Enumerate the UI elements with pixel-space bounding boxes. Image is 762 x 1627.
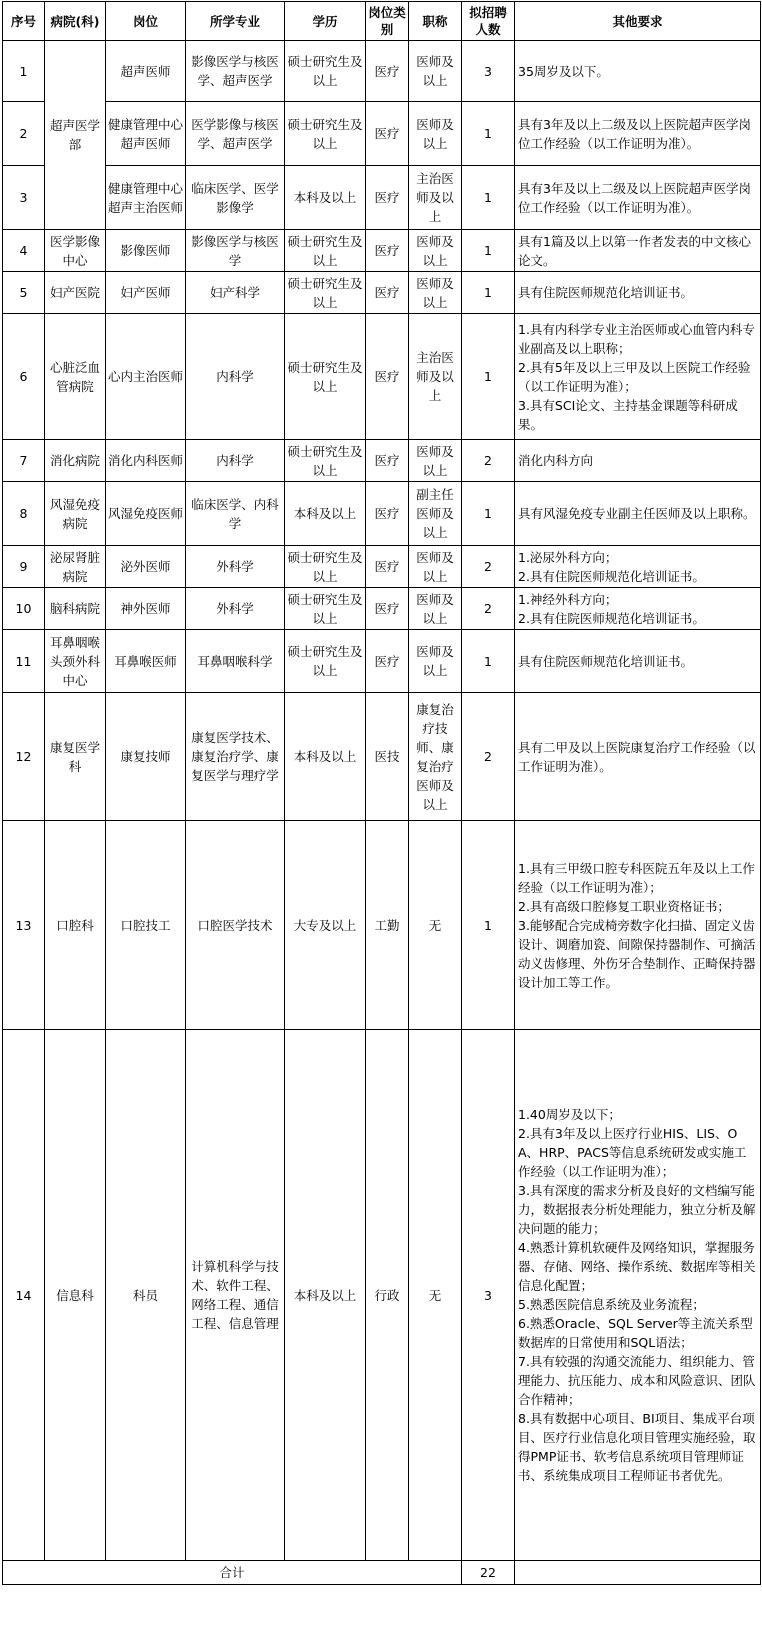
row-post: 风湿免疫医师 — [106, 482, 186, 546]
row-seq: 3 — [3, 166, 45, 230]
row-post: 消化内科医师 — [106, 440, 186, 482]
row-count: 1 — [462, 314, 515, 440]
row-edu: 硕士研究生及以上 — [285, 102, 366, 166]
row-seq: 4 — [3, 230, 45, 272]
row-post: 科员 — [106, 1030, 186, 1561]
row-seq: 2 — [3, 102, 45, 166]
requirement-line: 1.泌尿外科方向； — [518, 549, 618, 565]
requirement-line: 2.具有3年及以上医疗行业HIS、LIS、OA、HRP、PACS等信息系统研发或实施工作经验（以工作证明为准）； — [518, 1126, 747, 1179]
row-count: 1 — [462, 630, 515, 693]
requirement-line: 3.能够配合完成椅旁数字化扫描、固定义齿设计、调磨加瓷、间隙保持器制作、可摘活动义齿修理、外伤牙合垫制作、正畸保持器设计加工等工作。 — [518, 917, 756, 990]
row-major: 耳鼻咽喉科学 — [186, 630, 285, 693]
row-requirements — [515, 166, 761, 230]
table-row — [3, 630, 761, 693]
total-label: 合计 — [3, 1561, 462, 1585]
row-post: 健康管理中心超声主治医师 — [106, 166, 186, 230]
row-type: 医疗 — [366, 272, 409, 314]
header-type: 岗位类别 — [366, 2, 409, 41]
requirement-line: 具有3年及以上二级及以上医院超声医学岗位工作经验（以工作证明为准）。 — [518, 180, 751, 215]
row-edu: 本科及以上 — [285, 482, 366, 546]
row-requirements — [515, 482, 761, 546]
requirement-line: 4.熟悉计算机软硬件及网络知识，掌握服务器、存储、网络、操作系统、数据库等相关信息化配置； — [518, 1240, 756, 1293]
row-edu: 硕士研究生及以上 — [285, 41, 366, 102]
row-title: 无 — [409, 1030, 462, 1561]
row-seq: 10 — [3, 588, 45, 630]
requirement-line: 1.神经外科方向； — [518, 591, 618, 607]
requirement-line: 3.具有深度的需求分析及良好的文档编写能力，数据报表分析处理能力，独立分析及解决问题的能力； — [518, 1183, 756, 1236]
row-seq: 11 — [3, 630, 45, 693]
requirement-line: 具有住院医师规范化培训证书。 — [518, 653, 694, 669]
row-type: 医疗 — [366, 482, 409, 546]
total-empty — [515, 1561, 761, 1585]
row-requirements — [515, 693, 761, 821]
table-row — [3, 693, 761, 821]
row-count: 1 — [462, 102, 515, 166]
row-edu: 硕士研究生及以上 — [285, 630, 366, 693]
row-count: 1 — [462, 482, 515, 546]
row-requirements — [515, 440, 761, 482]
row-count: 3 — [462, 1030, 515, 1561]
row-post: 健康管理中心超声医师 — [106, 102, 186, 166]
requirement-line: 2.具有高级口腔修复工职业资格证书； — [518, 898, 730, 914]
header-count: 拟招聘人数 — [462, 2, 515, 41]
row-major: 影像医学与核医学、超声医学 — [186, 41, 285, 102]
table-row — [3, 440, 761, 482]
row-requirements — [515, 41, 761, 102]
requirement-line: 具有住院医师规范化培训证书。 — [518, 285, 694, 300]
row-post: 心内主治医师 — [106, 314, 186, 440]
row-seq: 13 — [3, 821, 45, 1030]
row-requirements — [515, 821, 761, 1030]
row-seq: 14 — [3, 1030, 45, 1561]
row-post: 超声医师 — [106, 41, 186, 102]
row-edu: 硕士研究生及以上 — [285, 588, 366, 630]
header-title: 职称 — [409, 2, 462, 41]
row-major: 内科学 — [186, 440, 285, 482]
row-major: 妇产科学 — [186, 272, 285, 314]
row-title: 副主任医师及以上 — [409, 482, 462, 546]
row-post: 影像医师 — [106, 230, 186, 272]
row-requirements — [515, 272, 761, 314]
row-post: 康复技师 — [106, 693, 186, 821]
row-seq: 7 — [3, 440, 45, 482]
row-major: 外科学 — [186, 546, 285, 588]
total-count: 22 — [462, 1561, 515, 1585]
row-dept: 康复医学科 — [45, 693, 106, 821]
row-type: 行政 — [366, 1030, 409, 1561]
row-edu: 硕士研究生及以上 — [285, 230, 366, 272]
table-row — [3, 166, 761, 230]
row-count: 1 — [462, 166, 515, 230]
row-edu: 本科及以上 — [285, 1030, 366, 1561]
header-req: 其他要求 — [515, 2, 761, 41]
row-dept: 妇产医院 — [45, 272, 106, 314]
row-major: 计算机科学与技术、软件工程、网络工程、通信工程、信息管理 — [186, 1030, 285, 1561]
row-seq: 6 — [3, 314, 45, 440]
header-major: 所学专业 — [186, 2, 285, 41]
header-seq: 序号 — [3, 2, 45, 41]
row-edu: 大专及以上 — [285, 821, 366, 1030]
row-title: 康复治疗技师、康复治疗医师及以上 — [409, 693, 462, 821]
row-title: 医师及以上 — [409, 588, 462, 630]
table-row — [3, 588, 761, 630]
row-post: 神外医师 — [106, 588, 186, 630]
row-type: 医疗 — [366, 630, 409, 693]
row-major: 内科学 — [186, 314, 285, 440]
row-title: 医师及以上 — [409, 630, 462, 693]
row-seq: 8 — [3, 482, 45, 546]
header-post: 岗位 — [106, 2, 186, 41]
row-edu: 硕士研究生及以上 — [285, 546, 366, 588]
row-major: 临床医学、内科学 — [186, 482, 285, 546]
row-type: 医疗 — [366, 588, 409, 630]
row-count: 1 — [462, 230, 515, 272]
row-edu: 硕士研究生及以上 — [285, 272, 366, 314]
table-row — [3, 482, 761, 546]
table-row — [3, 272, 761, 314]
row-count: 1 — [462, 821, 515, 1030]
row-title: 医师及以上 — [409, 546, 462, 588]
row-requirements — [515, 588, 761, 630]
row-dept: 风湿免疫病院 — [45, 482, 106, 546]
table-row — [3, 314, 761, 440]
table-row — [3, 546, 761, 588]
row-dept: 心脏泛血管病院 — [45, 314, 106, 440]
row-post: 泌外医师 — [106, 546, 186, 588]
requirement-line: 具有风湿免疫专业副主任医师及以上职称。 — [518, 506, 756, 521]
requirement-line: 2.具有住院医师规范化培训证书。 — [518, 568, 705, 584]
row-type: 医疗 — [366, 41, 409, 102]
row-major: 口腔医学技术 — [186, 821, 285, 1030]
row-dept: 耳鼻咽喉头颈外科中心 — [45, 630, 106, 693]
row-edu: 本科及以上 — [285, 693, 366, 821]
requirement-line: 消化内科方向 — [518, 453, 594, 468]
requirement-line: 3.具有SCI论文、主持基金课题等科研成果。 — [518, 397, 738, 432]
requirement-line: 2.具有5年及以上三甲及以上医院工作经验（以工作证明为准）； — [518, 359, 751, 394]
table-body — [3, 41, 761, 1561]
row-requirements — [515, 314, 761, 440]
table-header-row — [3, 2, 761, 41]
row-title: 医师及以上 — [409, 41, 462, 102]
table-row — [3, 821, 761, 1030]
row-requirements — [515, 230, 761, 272]
table-row — [3, 102, 761, 166]
row-title: 医师及以上 — [409, 102, 462, 166]
row-title: 医师及以上 — [409, 440, 462, 482]
row-edu: 本科及以上 — [285, 166, 366, 230]
row-major: 医学影像与核医学、超声医学 — [186, 102, 285, 166]
row-dept: 消化病院 — [45, 440, 106, 482]
row-major: 康复医学技术、康复治疗学、康复医学与理疗学 — [186, 693, 285, 821]
row-type: 医疗 — [366, 230, 409, 272]
requirement-line: 具有1篇及以上以第一作者发表的中文核心论文。 — [518, 233, 751, 268]
row-type: 医疗 — [366, 166, 409, 230]
row-count: 2 — [462, 588, 515, 630]
recruitment-table — [2, 1, 761, 1585]
requirement-line: 1.具有内科学专业主治医师或心血管内科专业副高及以上职称； — [518, 321, 755, 356]
row-type: 工勤 — [366, 821, 409, 1030]
row-major: 外科学 — [186, 588, 285, 630]
row-type: 医疗 — [366, 314, 409, 440]
row-dept: 信息科 — [45, 1030, 106, 1561]
row-count: 2 — [462, 440, 515, 482]
row-title: 无 — [409, 821, 462, 1030]
row-edu: 硕士研究生及以上 — [285, 314, 366, 440]
requirement-line: 2.具有住院医师规范化培训证书。 — [518, 610, 705, 626]
table-row — [3, 41, 761, 102]
header-dept: 病院(科) — [45, 2, 106, 41]
row-dept: 口腔科 — [45, 821, 106, 1030]
row-count: 2 — [462, 693, 515, 821]
row-dept: 超声医学部 — [45, 41, 106, 230]
requirement-line: 具有二甲及以上医院康复治疗工作经验（以工作证明为准）。 — [518, 739, 756, 774]
header-edu: 学历 — [285, 2, 366, 41]
row-post: 妇产医师 — [106, 272, 186, 314]
table-row — [3, 1030, 761, 1561]
row-requirements — [515, 102, 761, 166]
row-seq: 1 — [3, 41, 45, 102]
row-title: 医师及以上 — [409, 272, 462, 314]
row-title: 医师及以上 — [409, 230, 462, 272]
row-edu: 硕士研究生及以上 — [285, 440, 366, 482]
requirement-line: 具有3年及以上二级及以上医院超声医学岗位工作经验（以工作证明为准）。 — [518, 116, 751, 151]
row-seq: 12 — [3, 693, 45, 821]
row-requirements — [515, 546, 761, 588]
row-seq: 9 — [3, 546, 45, 588]
requirement-line: 7.具有较强的沟通交流能力、组织能力、管理能力、抗压能力、成本和风险意识、团队合作精神； — [518, 1354, 756, 1407]
requirement-line: 6.熟悉Oracle、SQL Server等主流关系型数据库的日常使用和SQL语法； — [518, 1316, 753, 1350]
requirement-line: 1.具有三甲级口腔专科医院五年及以上工作经验（以工作证明为准）； — [518, 860, 755, 895]
table-row — [3, 230, 761, 272]
row-major: 临床医学、医学影像学 — [186, 166, 285, 230]
row-requirements — [515, 1030, 761, 1561]
row-dept: 医学影像中心 — [45, 230, 106, 272]
row-type: 医疗 — [366, 102, 409, 166]
row-type: 医技 — [366, 693, 409, 821]
row-post: 口腔技工 — [106, 821, 186, 1030]
requirement-line: 35周岁及以下。 — [518, 63, 609, 79]
requirement-line: 1.40周岁及以下； — [518, 1107, 621, 1122]
row-count: 2 — [462, 546, 515, 588]
row-dept: 脑科病院 — [45, 588, 106, 630]
row-requirements — [515, 630, 761, 693]
row-type: 医疗 — [366, 546, 409, 588]
total-row — [3, 1561, 761, 1585]
row-count: 3 — [462, 41, 515, 102]
row-major: 影像医学与核医学 — [186, 230, 285, 272]
row-count: 1 — [462, 272, 515, 314]
requirement-line: 8.具有数据中心项目、BI项目、集成平台项目、医疗行业信息化项目管理实施经验，取得PMP证书、软考信息系统项目管理师证书、系统集成项目工程师证书者优先。 — [518, 1411, 756, 1483]
row-title: 主治医师及以上 — [409, 314, 462, 440]
row-post: 耳鼻喉医师 — [106, 630, 186, 693]
requirement-line: 5.熟悉医院信息系统及业务流程； — [518, 1297, 705, 1312]
row-seq: 5 — [3, 272, 45, 314]
row-title: 主治医师及以上 — [409, 166, 462, 230]
row-dept: 泌尿肾脏病院 — [45, 546, 106, 588]
row-type: 医疗 — [366, 440, 409, 482]
